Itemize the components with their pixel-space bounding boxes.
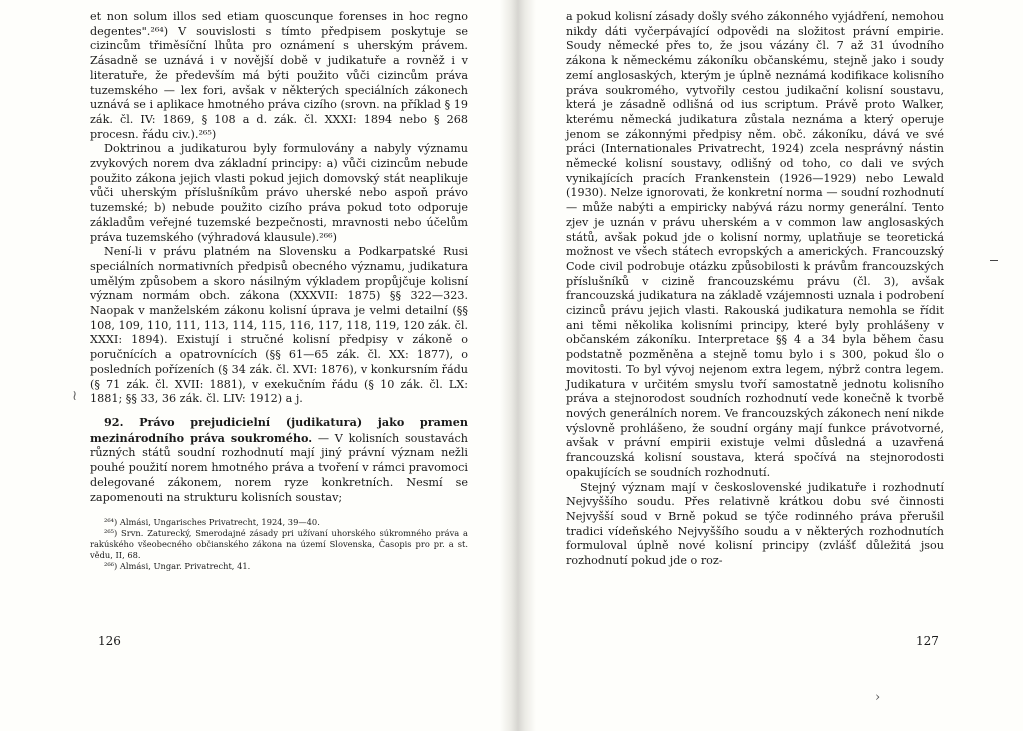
right-paragraph-1: a pokud kolisní zásady došly svého zákonného vyjádření, nemohou nikdy dáti vyčerpávající odpovědi na složitost právní empirie. Soudy německé přes to, že jsou vázány čl. 7 až 31 úvodního zákona k německému zákoníku občanskému, stejně jako i soudy zemí anglosaských, kterým je úplně neznámá kodifikace kolisního práva soukromého, vytvořily cestou judikační kolisní soustavu, která je zásadně odlišná od ius scriptum. Právě proto Walker, kterému německá judikatura zůstala neznáma a který operuje jenom se zákonnými předpisy něm. obč. zákoníku, dává ve své práci (Internationales Privatrecht, 1924) zcela nesprávný nástin německé kolisní soustavy, odlišný od toho, co dali ve svých vynikajících pracích Frankenstein (1926—1929) nebo Lewald (1930). Nelze ignorovati, že konkretní norma — soudní rozhodnutí — může nabýti a empiricky nabývá rázu normy generální. Tento zjev je uznán v právu uherském a v common law anglosaských států, avšak pokud jde o kolisní normy, uplatňuje se teoretická možnost ve všech státech evropských a amerických. Francouzský Code civil podrobuje otázku způsobilosti k právům francouzských příslušníků v cizině francouzskému právu (čl. 3), avšak francouzská judikatura na základě vzájemnosti uznala i podrobení cizinců právu jejich vlasti. Rakouská judikatura nemohla se řídit ani těmi několika kolisními principy, které byly prohlášeny v občanském zákoníku. Interpretace §§ 4 a 34 byla během času podstatně pozměněna a stejně tomu bylo i s 300, pokud šlo o movitosti. To byl vývoj nejenom extra legem, nýbrž contra legem. Judikatura v určitém smyslu tvoří samostatně jednotu kolisního práva a stejnorodost soudních rozhodnutí vede konečně k tvorbě nových generálních norem. Ve francouzských zákonech není nikde výslovně prohlášeno, že soudní orgány mají funkce právotvorné, avšak v právní empirii existuje velmi důsledná a uzavřená francouzská kolisní soustava, která spočívá na stejnorodosti opakujících se soudních rozhodnutí. [566, 10, 944, 479]
left-paragraph-2: Doktrinou a judikaturou byly formulovány a nabyly významu zvykových norem dva základní principy: a) vůči cizincům nebude použito zákona jejich vlasti pokud jejich domovský stát neaplikuje vůči uherským příslušníkům právo uherské nebo aspoň právo tuzemské; b) nebude použito cizího práva pokud toto odporuje základům veřejné tuzemské bezpečnosti, mravnosti nebo účelům práva tuzemského (výhradová klausule).²⁶⁶) [90, 142, 468, 244]
footnotes [90, 517, 468, 572]
page-number-right: 127 [916, 634, 939, 648]
section-92-paragraph [90, 415, 468, 505]
section-heading: 92. Právo prejudicielní (judikatura) jako pramen mezinárodního práva soukromého. [90, 414, 468, 445]
page-number-left: 126 [98, 634, 121, 648]
right-page [566, 10, 944, 569]
margin-dash-mark [990, 260, 998, 261]
left-paragraph-3: Není-li v právu platném na Slovensku a Podkarpatské Rusi speciálních normativních předpisů obecného významu, judikatura umělým způsobem a skoro násilným výkladem propůjčuje kolisní význam normám obch. zákona (XXXVII: 1875) §§ 322—323. Naopak v manželském zákonu kolisní úprava je velmi detailní (§§ 108, 109, 110, 111, 113, 114, 115, 116, 117, 118, 119, 120 zák. čl. XXXI: 1894). Existují i stručné kolisní předpisy v zákoně o poručnících a opatrovnících (§§ 61—65 zák. čl. XX: 1877), o posledních pořízeních (§ 34 zák. čl. XVI: 1876), v konkursním řádu (§ 71 zák. čl. XVII: 1881), v exekučním řádu (§ 10 zák. čl. LX: 1881; §§ 33, 36 zák. čl. LIV: 1912) a j. [90, 245, 468, 406]
margin-arrow-mark: › [875, 690, 881, 705]
margin-scribble-mark: ≀ [72, 388, 78, 404]
section-text: — V kolisních soustavách různých států soudní rozhodnutí mají jiný právní význam nežli pouhé použití norem hmotného práva a tvoření v rámci pravomoci delegované zákonem, norem ryze konkretních. Nesmí se zapomenouti na strukturu kolisních soustav; [90, 431, 468, 504]
left-page [90, 10, 468, 572]
footnote-265: ²⁶⁵) Srvn. Zaturecký, Smerodajné zásady pri užívaní uhorského súkromného práva a rakúského všeobecného občianského zákona na území Slovenska, Časopis pro pr. a st. vědu, II, 68. [90, 528, 468, 561]
footnote-266: ²⁶⁶) Almási, Ungar. Privatrecht, 41. [104, 561, 251, 572]
footnote-264: ²⁶⁴) Almási, Ungarisches Privatrecht, 1924, 39—40. [104, 517, 320, 528]
book-gutter [500, 0, 536, 731]
right-paragraph-2: Stejný význam mají v československé judikatuře i rozhodnutí Nejvyššího soudu. Přes relativně krátkou dobu své činnosti Nejvyšší soud v Brně pokud se týče rodinného práva přerušil tradici vídeňského Nejvyššího soudu a v některých rozhodnutích formuloval úplně nové kolisní principy (zvlášť důležitá jsou rozhodnutí pokud jde o roz- [566, 480, 944, 568]
left-paragraph-1: et non solum illos sed etiam quoscunque forenses in hoc regno degentes".²⁶⁴) V souvislosti s tímto předpisem poskytuje se cizincům třiměsíční lhůta pro oznámení s uherským právem. Zásadně se uznává i v novější době v judikatuře a rovněž i v literatuře, že především má býti použito vůči cizincům práva tuzemského — lex fori, avšak v některých speciálních zákonech uznává se i aplikace hmotného práva cizího (srovn. na příklad § 19 zák. čl. IV: 1869, § 108 a d. zák. čl. XXXI: 1894 nebo § 268 procesn. řádu civ.).²⁶⁵) [90, 10, 468, 141]
